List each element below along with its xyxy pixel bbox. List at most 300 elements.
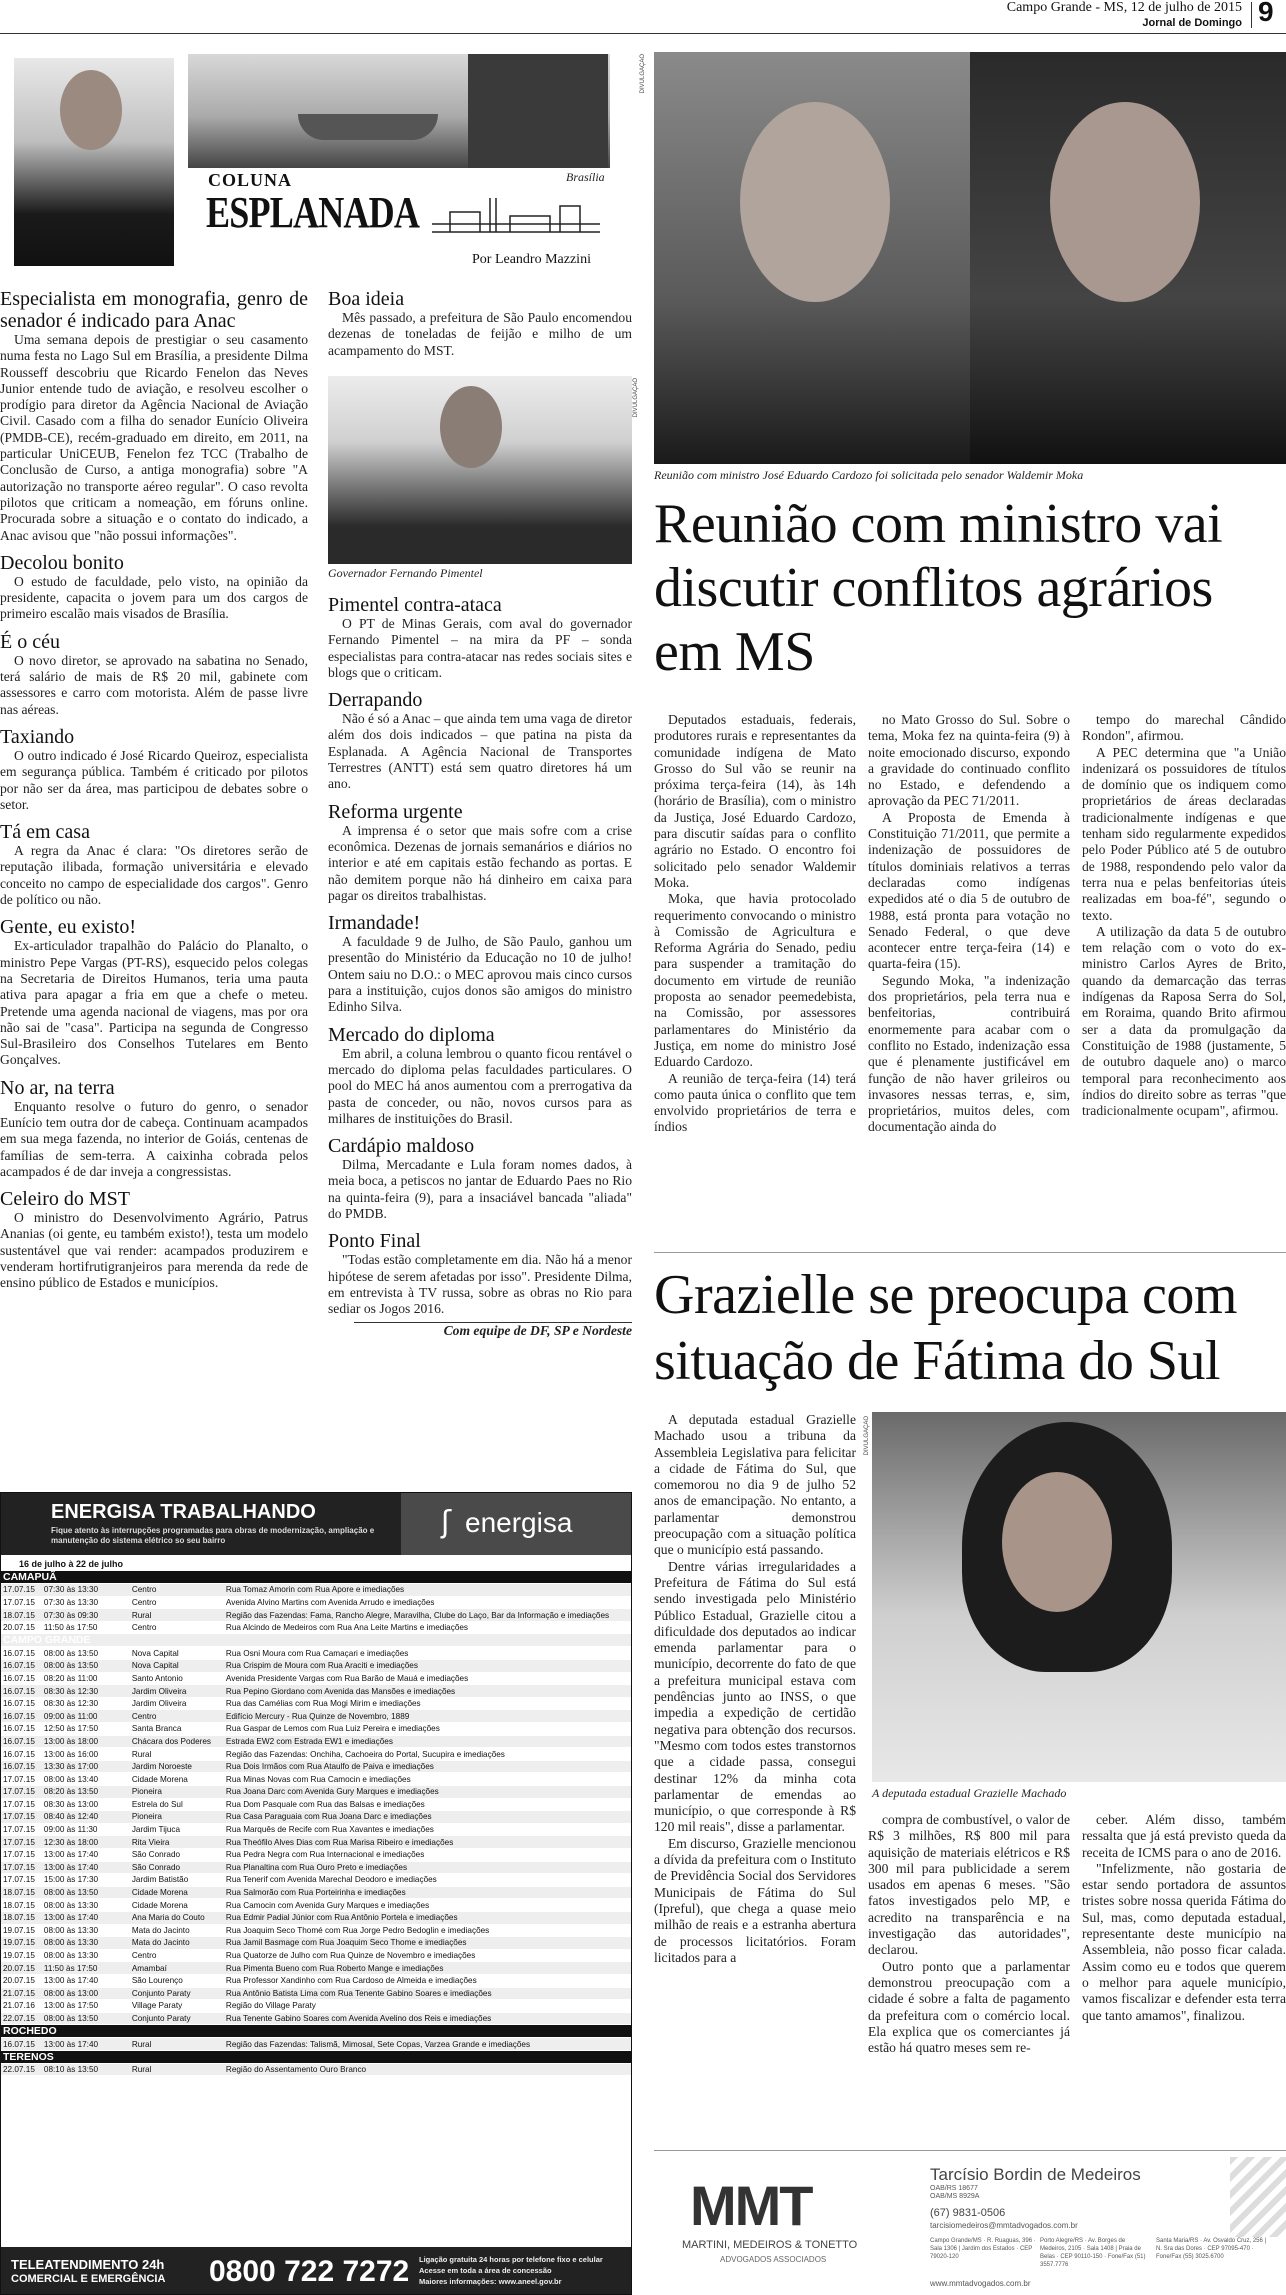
date-cell: 17.07.15 [1,1836,42,1849]
footer-note-1: Ligação gratuita 24 horas por telefone fixo e celular [419,2255,603,2264]
table-row [1,2063,632,2076]
district-cell: Mata do Jacinto [130,1937,224,1950]
date-cell: 22.07.15 [1,2063,42,2076]
ministers-photo [654,52,1286,464]
paragraph: Moka, que havia protocolado requerimento convocando o ministro à Comissão de Agricultura e Reforma Agrária do Senado, pediu para suspender a tramitação do documento em virtude de reunião proposta ao senador peemedebista, na Comissão, por assessores parlamentares do Ministério da Justiça, em nome do ministro José Eduardo Cardozo. [654,891,856,1070]
district-cell: Centro [130,1596,224,1609]
date-cell: 16.07.15 [1,1697,42,1710]
story-divider [654,1252,1286,1253]
energisa-swoosh-icon: ʃ [441,1505,452,1540]
article-body: Dilma, Mercadante e Lula foram nomes dados, à meia boca, a petiscos no jantar de Eduardo Paes no Rio na quinta-feira (9), para a insaciável bancada "aliada" do PMDB. [328,1157,632,1222]
time-cell: 12:50 às 17:50 [42,1723,130,1736]
mmt-address-1: Campo Grande/MS · R. Ruaguas, 396 · Sala 1306 | Jardim dos Estados · CEP 79020-120 [930,2238,1036,2260]
table-row [1,1987,632,2000]
district-cell: Cidade Morena [130,1773,224,1786]
article-title: Taxiando [0,725,75,748]
dateline: Campo Grande - MS, 12 de julho de 2015 [1006,0,1242,15]
district-cell: Jardim Tijuca [130,1823,224,1836]
footer-note-3: Maiores informações: www.aneel.gov.br [419,2277,562,2286]
story1-col-3 [1082,712,1286,1119]
date-cell: 17.07.15 [1,1848,42,1861]
mmt-address-2: Porto Alegre/RS · Av. Borges de Medeiros, 2105 · Sala 1408 | Praia de Belas · CEP 90110-150 · Fone/Fax (51) 3557.7776 [1040,2238,1146,2268]
paragraph: compra de combustível, o valor de R$ 3 milhões, R$ 800 mil para aquisição de materiais elétricos e R$ 300 mil para publicidade a serem usados em apenas 6 meses. "São fatos investigados pelo MP, e acredito na transparência e na investigação das autoridades", declarou. [868,1812,1070,1958]
location-cell: Rua Casa Paraguaia com Rua Joana Darc e imediações [224,1811,632,1824]
footer-label-1: TELEATENDIMENTO 24h [11,2257,165,2272]
paragraph: A Proposta de Emenda à Constituição 71/2011, que permite a indenização de possuidores de títulos dominiais relativos a terras declaradas como indígenas expedidos até o dia 5 de outubro de 1988, está pronta para votação no Senado Federal, o que deve acontecer entre terça-feira (14) e quarta-feira (15). [868,809,1070,972]
section-name: ROCHEDO [1,2025,632,2038]
district-cell: Nova Capital [130,1660,224,1673]
district-cell: Centro [130,1710,224,1723]
column-right-text [328,594,632,1339]
date-cell: 16.07.15 [1,1748,42,1761]
table-row [1,1974,632,1987]
page-number-divider [1251,2,1252,28]
district-cell: Village Paraty [130,2000,224,2013]
column-right-top [328,288,632,359]
paragraph: A PEC determina que "a União indenizará os possuidores de títulos de domínio que os indiquem como proprietários de áreas declaradas tradicionalmente indígenas e que tenham sido regularmente expedidos pelo Poder Público até 5 de outubro de 1988, respondendo pelo valor da terra nua e pelas benfeitorias úteis realizadas em boa-fé", segundo o texto. [1082,744,1286,923]
table-row [1,1621,632,1634]
district-cell: Pioneira [130,1811,224,1824]
energisa-period: 16 de julho à 22 de julho [19,1559,124,1569]
column-name: ESPLANADA [206,188,420,237]
energisa-subtitle: Fique atento às interrupções programadas para obras de modernização, ampliação e manutenção do sistema elétrico so seu bairro [51,1526,375,1545]
mmt-ad [654,2150,1286,2295]
date-cell: 16.07.15 [1,1685,42,1698]
paragraph: Deputados estaduais, federais, produtores rurais e representantes da comunidade indígena de Mato Grosso do Sul vão se reunir na próxima terça-feira (14), às 14h (horário de Brasília), com o ministro da Justiça, José Eduardo Cardozo, para discutir saídas para o conflito agrário no Estado. O encontro foi solicitado pelo senador Waldemir Moka. [654,712,856,890]
location-cell: Rua Planaltina com Rua Ouro Preto e imediações [224,1861,632,1874]
location-cell: Rua Professor Xandinho com Rua Cardoso de Almeida e imediações [224,1974,632,1987]
article-title: É o céu [0,630,60,653]
location-cell: Rua Edmir Padial Júnior com Rua Antônio Portela e imediações [224,1911,632,1924]
time-cell: 13:00 às 17:40 [42,1974,130,1987]
table-row [1,1710,632,1723]
article-title: Mercado do diploma [328,1023,495,1046]
location-cell: Rua Antônio Batista Lima com Rua Tenente Gabino Soares e imediações [224,1987,632,2000]
date-cell: 19.07.15 [1,1937,42,1950]
date-cell: 16.07.15 [1,1735,42,1748]
time-cell: 13:00 às 17:40 [42,1848,130,1861]
minister-left-photo [654,52,970,464]
minister-right-head [1050,102,1200,302]
building-silhouette [468,54,608,168]
article-title: Celeiro do MST [0,1188,130,1211]
location-cell: Edifício Mercury - Rua Quinze de Novembro, 1889 [224,1710,632,1723]
location-cell: Avenida Alvino Martins com Avenida Arrudo e imediações [224,1596,632,1609]
columnist-head [60,70,122,150]
date-cell: 17.07.15 [1,1811,42,1824]
date-cell: 17.07.15 [1,1773,42,1786]
schedule-table [1,1571,632,2076]
time-cell: 08:30 às 13:00 [42,1798,130,1811]
article-title: Derrapando [328,689,423,712]
table-row [1,1697,632,1710]
signoff: Com equipe de DF, SP e Nordeste [443,1322,632,1338]
date-cell: 16.07.15 [1,1723,42,1736]
date-cell: 16.07.15 [1,1647,42,1660]
energisa-title: ENERGISA TRABALHANDO [51,1501,316,1523]
table-row [1,1647,632,1660]
time-cell: 11:50 às 17:50 [42,1621,130,1634]
photo-credit: DIVULGAÇÃO [633,378,639,418]
date-cell: 16.07.15 [1,1660,42,1673]
brasilia-skyline-photo [188,54,610,168]
paragraph: A deputada estadual Grazielle Machado usou a tribuna da Assembleia Legislativa para felicitar a cidade de Fátima do Sul, que comemorou no dia 9 de julho 52 anos de emancipação. No entanto, a parlamentar demonstrou preocupação com a situação política que o município está passando. [654,1412,856,1558]
schedule-section-header [1,2025,632,2038]
story1-col-2 [868,712,1070,1136]
date-cell: 16.07.15 [1,1760,42,1773]
pimentel-photo [328,376,632,564]
schedule-section-header [1,1571,632,1584]
story1-headline: Reunião com ministro vai discutir conflitos agrários em MS [654,493,1223,683]
mmt-logo-letters: MMT [690,2174,812,2237]
paragraph: Em discurso, Grazielle mencionou a dívida da prefeitura com o Instituto de Previdência Social dos Servidores Municipais de Fátima do Sul (Ipreful), que chega a quase meio milhão de reais e a estranha abertura de processos licitatórios. Foram licitados para a [654,1835,856,1965]
date-cell: 17.07.15 [1,1861,42,1874]
location-cell: Rua Quatorze de Julho com Rua Quinze de Novembro e imediações [224,1949,632,1962]
table-row [1,1962,632,1975]
time-cell: 08:20 às 13:50 [42,1786,130,1799]
paragraph: no Mato Grosso do Sul. Sobre o tema, Moka fez na quinta-feira (9) à noite emocionado discurso, expondo a gravidade do continuado conflito no Estado, e defendendo a aprovação da PEC 71/2011. [868,712,1070,809]
location-cell: Região do Assentamento Ouro Branco [224,2063,632,2076]
energisa-banner [1,1493,632,1555]
article-body: A regra da Anac é clara: "Os diretores serão de reputação ilibada, formação universitária e elevado conceito no campo de especialidade dos cargos". Genro de político ou não. [0,843,308,908]
date-cell: 18.07.15 [1,1899,42,1912]
paragraph: A reunião de terça-feira (14) terá como pauta única o conflito que tem envolvido proprietários de terra e índios [654,1070,856,1135]
time-cell: 08:30 às 12:30 [42,1697,130,1710]
article-body: "Todas estão completamente em dia. Não há a menor hipótese de serem afetadas por isso". Presidente Dilma, em entrevista à TV russa, sobre as obras no Rio para sediar os Jogos 2016. [328,1252,632,1317]
location-cell: Rua Dois Irmãos com Rua Ataulfo de Paiva e imediações [224,1760,632,1773]
date-cell: 20.07.15 [1,1962,42,1975]
district-cell: Pioneira [130,1786,224,1799]
energisa-logo: energisa [465,1507,573,1538]
time-cell: 09:00 às 11:00 [42,1710,130,1723]
district-cell: Amambaí [130,1962,224,1975]
column-place: Brasília [566,170,605,184]
mmt-name: Tarcísio Bordin de Medeiros [930,2165,1141,2184]
time-cell: 08:30 às 12:30 [42,1685,130,1698]
location-cell: Região das Fazendas: Fama, Rancho Alegre, Maravilha, Clube do Laço, Bar da Informação e imediações [224,1609,632,1622]
mmt-sub: ADVOGADOS ASSOCIADOS [720,2255,827,2264]
time-cell: 08:00 às 13:00 [42,1987,130,2000]
time-cell: 08:20 às 11:00 [42,1672,130,1685]
mmt-phone: (67) 9831-0506 [930,2207,1006,2219]
district-cell: Conjunto Paraty [130,1987,224,2000]
time-cell: 08:10 às 13:50 [42,2063,130,2076]
article-title: Irmandade! [328,912,421,935]
location-cell: Rua das Camélias com Rua Mogi Mirim e imediações [224,1697,632,1710]
table-row [1,1836,632,1849]
column-left-text [0,288,308,1292]
article-title: Especialista em monografia, genro de senador é indicado para Anac [0,288,308,332]
paragraph: Dentre várias irregularidades a Prefeitura de Fátima do Sul está sendo investigada pelo Ministério Público Estadual, Grazielle citou a dificuldade dos deputados ao indicar emenda parlamentar para o município, decorrente do fato de que a prefeitura municipal estava com pendências junto ao INSS, o que impedia a expedição de certidão negativa para obtenção dos recursos. "Mesmo com todos estes transtornos que a cidade passa, consegui destinar 12% da minha cota parlamentar de emendas ao município, o que corresponde à R$ 120 mil reais", disse a parlamentar. [654,1558,856,1835]
table-row [1,1798,632,1811]
location-cell: Rua Gaspar de Lemos com Rua Luiz Pereira e imediações [224,1723,632,1736]
time-cell: 13:00 às 16:00 [42,1748,130,1761]
district-cell: Mata do Jacinto [130,1924,224,1937]
page-header [0,0,1286,34]
mmt-oab-2: OAB/MS 8929A [930,2193,980,2200]
mmt-address-3: Santa Maria/RS · Av. Osvaldo Cruz, 256 | N. Sra das Dores · CEP 97095-470 · Fone/Fax (55) 3025.6700 [1156,2238,1267,2260]
article-title: Boa ideia [328,288,405,310]
date-cell: 17.07.15 [1,1584,42,1597]
district-cell: Santo Antonio [130,1672,224,1685]
time-cell: 13:00 às 18:00 [42,1735,130,1748]
time-cell: 08:00 às 13:40 [42,1773,130,1786]
paragraph: Outro ponto que a parlamentar demonstrou preocupação com a cidade é sobre a falta de pagamento da prefeitura com o comércio local. Ela explica que os comerciantes já estão há quatro meses sem re- [868,1958,1070,2056]
grazielle-caption: A deputada estadual Grazielle Machado [872,1786,1067,1800]
time-cell: 15:00 às 17:30 [42,1874,130,1887]
table-row [1,1760,632,1773]
date-cell: 19.07.15 [1,1924,42,1937]
time-cell: 08:00 às 13:50 [42,2012,130,2025]
district-cell: Rural [130,1609,224,1622]
district-cell: Jardim Oliveira [130,1685,224,1698]
district-cell: Rural [130,1748,224,1761]
paragraph: "Infelizmente, não gostaria de estar sendo portadora de assuntos tristes sobre nossa querida Fátima do Sul, mas, como deputada estadual, representante deste município na Assembleia, não posso ficar calada. Assim como eu e todos que querem o melhor para aquele município, vamos fiscalizar e defender esta terra que tanto amamos", finalizou. [1082,1860,1286,2023]
location-cell: Rua Tomaz Amorin com Rua Apore e imediações [224,1584,632,1597]
mmt-decor-stripes [1230,2157,1286,2237]
article-body: O estudo de faculdade, pelo visto, na opinião da presidente, capacita o jovem para um dos cargos de primeiro escalão mais visados de Brasília. [0,573,308,622]
time-cell: 08:00 às 13:30 [42,1937,130,1950]
district-cell: São Conrado [130,1848,224,1861]
district-cell: Centro [130,1949,224,1962]
paper-name: Jornal de Domingo [1142,17,1242,29]
district-cell: Rita Vieira [130,1836,224,1849]
story2-col-3 [1082,1812,1286,2024]
location-cell: Rua Alcindo de Medeiros com Rua Ana Leite Martins e imediações [224,1621,632,1634]
photo-credit: DIVULGAÇÃO [864,1416,870,1456]
article-body: Em abril, a coluna lembrou o quanto ficou rentável o mercado do diploma pelas faculdades particulares. O pool do MEC há anos aumentou com a prerrogativa da pasta de conceder, ou não, novos cursos para as milhares de instituições do Brasil. [328,1045,632,1126]
date-cell: 18.07.15 [1,1886,42,1899]
article-title: Ponto Final [328,1230,421,1253]
date-cell: 16.07.15 [1,1672,42,1685]
time-cell: 13:00 às 17:40 [42,1911,130,1924]
column-byline: Por Leandro Mazzini [472,252,591,267]
date-cell: 16.07.15 [1,1710,42,1723]
location-cell: Rua Tenerif com Avenida Marechal Deodoro e imediações [224,1874,632,1887]
table-row [1,1949,632,1962]
location-cell: Rua Salmorão com Rua Porteirinha e imediações [224,1886,632,1899]
time-cell: 08:00 às 13:30 [42,1899,130,1912]
article-title: Pimentel contra-ataca [328,594,502,616]
story1-caption: Reunião com ministro José Eduardo Cardozo foi solicitada pelo senador Waldemir Moka [654,468,1084,482]
article-body: O outro indicado é José Ricardo Queiroz, especialista em segurança pública. Também é criticado por pilotos por não ser da área, mas participou de debates sobre o setor. [0,747,308,812]
location-cell: Região do Village Paraty [224,2000,632,2013]
schedule-section-header [1,2050,632,2063]
time-cell: 08:00 às 13:50 [42,1660,130,1673]
table-row [1,1899,632,1912]
article-title: Decolou bonito [0,551,124,574]
article-body: A faculdade 9 de Julho, de São Paulo, ganhou um presentão do Ministério da Educação no 10 de julho! Ontem saiu no D.O.: o MEC aprovou mais cinco cursos para a instituição, cujos donos são amigos do ministro Edinho Silva. [328,934,632,1015]
mmt-oab-1: OAB/RS 18677 [930,2185,978,2192]
article-body: Não é só a Anac – que ainda tem uma vaga de diretor além dos dois indicados – que patina na pista da Esplanada. A Agência Nacional de Transportes Terrestres (ANTT) está sem quatro diretores há um ano. [328,711,632,792]
article-body: Mês passado, a prefeitura de São Paulo encomendou dezenas de toneladas de feijão e milho de um acampamento do MST. [328,310,632,358]
district-cell: Cidade Morena [130,1899,224,1912]
story1-col-1 [654,712,856,1136]
energisa-footer [1,2247,632,2295]
date-cell: 17.07.15 [1,1798,42,1811]
location-cell: Rua Pimenta Bueno com Rua Roberto Mange e imediações [224,1962,632,1975]
photo-credit: DIVULGAÇÃO [640,54,646,94]
planalto-line-art [430,192,602,236]
time-cell: 12:30 às 18:00 [42,1836,130,1849]
location-cell: Avenida Presidente Vargas com Rua Barão de Mauá e imediações [224,1672,632,1685]
time-cell: 08:00 às 13:50 [42,1886,130,1899]
table-row [1,1596,632,1609]
date-cell: 21.07.15 [1,1987,42,2000]
minister-right-photo [970,52,1286,464]
date-cell: 18.07.15 [1,1609,42,1622]
story2-col-1 [654,1412,856,1966]
article-body: O novo diretor, se aprovado na sabatina no Senado, terá salário de mais de R$ 20 mil, gabinete com assessores e carro com motorista. Além de passe livre nas aéreas. [0,652,308,717]
district-cell: Centro [130,1621,224,1634]
columnist-photo [14,58,174,266]
location-cell: Rua Tenente Gabino Soares com Avenida Avelino dos Reis e imediações [224,2012,632,2025]
table-row [1,1886,632,1899]
location-cell: Estrada EW2 com Estrada EW1 e imediações [224,1735,632,1748]
district-cell: Santa Branca [130,1723,224,1736]
time-cell: 07:30 às 09:30 [42,1609,130,1622]
district-cell: Nova Capital [130,1647,224,1660]
district-cell: São Conrado [130,1861,224,1874]
column-kicker: COLUNA [208,170,293,190]
location-cell: Rua Pedra Negra com Rua Internacional e imediações [224,1848,632,1861]
time-cell: 11:50 às 17:50 [42,1962,130,1975]
district-cell: Jardim Batistão [130,1874,224,1887]
story2-col-2 [868,1812,1070,2056]
section-name: CAMPO GRANDE [1,1634,632,1647]
date-cell: 16.07.15 [1,2038,42,2051]
location-cell: Região das Fazendas: Onchiha, Cachoeira do Portal, Sucupira e imediações [224,1748,632,1761]
district-cell: Rural [130,2038,224,2051]
location-cell: Rua Pepino Giordano com Avenida das Mansões e imediações [224,1685,632,1698]
time-cell: 13:00 às 17:50 [42,2000,130,2013]
table-row [1,1937,632,1950]
time-cell: 09:00 às 11:30 [42,1823,130,1836]
table-row [1,1685,632,1698]
table-row [1,1811,632,1824]
date-cell: 17.07.15 [1,1786,42,1799]
energisa-logo-box [401,1493,632,1555]
date-cell: 21.07.16 [1,2000,42,2013]
date-cell: 20.07.15 [1,1974,42,1987]
time-cell: 13:30 às 17:00 [42,1760,130,1773]
location-cell: Rua Joaquim Seco Thomé com Rua Jorge Pedro Bedoglin e imediações [224,1924,632,1937]
table-row [1,1861,632,1874]
district-cell: Estrela do Sul [130,1798,224,1811]
table-row [1,1723,632,1736]
section-name: TERENOS [1,2050,632,2063]
schedule-section-header [1,1634,632,1647]
paragraph: tempo do marechal Cândido Rondon", afirmou. [1082,712,1286,744]
pimentel-caption: Governador Fernando Pimentel [328,566,483,580]
story2-headline: Grazielle se preocupa com situação de Fátima do Sul [654,1264,1237,1392]
date-cell: 19.07.15 [1,1949,42,1962]
district-cell: Jardim Noroeste [130,1760,224,1773]
page-number: 9 [1258,0,1274,27]
table-row [1,2038,632,2051]
time-cell: 07:30 às 13:30 [42,1584,130,1597]
article-body: O PT de Minas Gerais, com aval do governador Fernando Pimentel – na mira da PF – sonda especialistas para contra-atacar nas redes sociais sites e blogs que o criticam. [328,616,632,680]
location-cell: Rua Osni Moura com Rua Camaçari e imediações [224,1647,632,1660]
footer-label-2: COMERCIAL E EMERGÊNCIA [11,2273,166,2285]
location-cell: Rua Theófilo Alves Dias com Rua Marisa Ribeiro e imediações [224,1836,632,1849]
table-row [1,1584,632,1597]
table-row [1,1911,632,1924]
district-cell: Ana Maria do Couto [130,1911,224,1924]
table-row [1,1874,632,1887]
article-title: Tá em casa [0,821,90,844]
paragraph: A utilização da data 5 de outubro tem relação com o voto do ex-ministro Carlos Ayres de Brito, quando da demarcação das terras indígenas da Raposa Serra do Sol, em Roraima, quando Brito afirmou ser a data da promulgação da Constituição de 1988 (justamente, 5 de outubro daquele ano) o marco temporal para reconhecimento aos índios do direito sobre as terras "que tradicionalmente ocupam", afirmou. [1082,923,1286,1119]
date-cell: 17.07.15 [1,1823,42,1836]
table-row [1,2012,632,2025]
article-title: Gente, eu existo! [0,916,137,939]
section-name: CAMAPUÃ [1,1571,632,1584]
table-row [1,1823,632,1836]
location-cell: Região das Fazendas: Talismã, Mimosal, Sete Copas, Varzea Grande e imediações [224,2038,632,2051]
mmt-site[interactable]: www.mmtadvogados.com.br [930,2279,1031,2288]
grazielle-face [1002,1472,1112,1612]
district-cell: Centro [130,1584,224,1597]
mmt-firm: MARTINI, MEDEIROS & TONETTO [682,2239,858,2251]
article-title: No ar, na terra [0,1076,115,1099]
district-cell: Conjunto Paraty [130,2012,224,2025]
district-cell: Cidade Morena [130,1886,224,1899]
mmt-email[interactable]: tarcisiomedeiros@mmtadvogados.com.br [930,2221,1078,2230]
energisa-phone[interactable]: 0800 722 7272 [209,2255,410,2288]
table-row [1,1773,632,1786]
table-row [1,1660,632,1673]
grazielle-photo [872,1412,1286,1782]
date-cell: 18.07.15 [1,1911,42,1924]
district-cell: Rural [130,2063,224,2076]
location-cell: Rua Camocin com Avenida Gury Marques e imediações [224,1899,632,1912]
location-cell: Rua Dom Pasquale com Rua das Balsas e imediações [224,1798,632,1811]
table-row [1,1609,632,1622]
footer-note-2: Acesse em toda a área de concessão [419,2266,552,2275]
location-cell: Rua Jamil Basmage com Rua Joaquim Seco Thome e imediações [224,1937,632,1950]
district-cell: São Lourenço [130,1974,224,1987]
article-body: Uma semana depois de prestigiar o seu casamento numa festa no Lago Sul em Brasília, a presidente Dilma Rousseff descobriu que Ricardo Fenelon das Neves Junior entende tudo de aviação, e resolveu escolher o prodígio para diretor da Agência Nacional de Aviação Civil. Casado com a filha do senador Eunício Oliveira (PMDB-CE), recém-graduado em direito, em 2011, na particular UniCEUB, Fenelon fez TCC (Trabalho de Conclusão de Curso, a antiga monografia) sobre "A autorização no transporte aéreo regular". O caso revolta pilotos que criticam a nomeação, em fóruns online. Procurada sobre a situação e o contato do indicado, a Anac avisou que "não possui informações". [0,332,308,543]
paragraph: Segundo Moka, "a indenização dos proprietários, pela terra nua e benfeitorias, contribuirá enormemente para acabar com o conflito no Estado, indenização essa que é plenamente justificável em função de não haver grileiros ou invasores nessas terras, e, sim, proprietários, muitos deles, com documentação ainda do [868,972,1070,1135]
date-cell: 17.07.15 [1,1596,42,1609]
time-cell: 08:40 às 12:40 [42,1811,130,1824]
energisa-schedule [1,1571,632,2227]
table-row [1,1735,632,1748]
table-row [1,2000,632,2013]
energisa-ad [0,1492,632,2295]
article-title: Reforma urgente [328,800,463,823]
location-cell: Rua Minas Novas com Rua Camocin e imediações [224,1773,632,1786]
minister-left-head [740,102,890,302]
pimentel-head [440,386,502,468]
article-body: A imprensa é o setor que mais sofre com a crise econômica. Dezenas de jornais semanários e diários no interior e até em capitais estão fechando as portas. E não demitem porque não há dinheiro em caixa para pagar os direitos trabalhistas. [328,822,632,903]
time-cell: 13:00 às 17:40 [42,2038,130,2051]
time-cell: 08:00 às 13:30 [42,1924,130,1937]
article-body: O ministro do Desenvolvimento Agrário, Patrus Ananias (oi gente, eu também existo!), testa um modelo sustentável que vai render: acampados produzirem e venderam hortifrutigranjeiros para merenda da rede de ensino público de Estados e municípios. [0,1210,308,1291]
article-title: Cardápio maldoso [328,1135,475,1158]
date-cell: 22.07.15 [1,2012,42,2025]
district-cell: Chácara dos Poderes [130,1735,224,1748]
dome-silhouette [298,114,438,140]
date-cell: 20.07.15 [1,1621,42,1634]
paragraph: ceber. Além disso, também ressalta que já está previsto queda da receita de ICMS para o ano de 2016. [1082,1812,1286,1860]
table-row [1,1672,632,1685]
table-row [1,1848,632,1861]
article-body: Enquanto resolve o futuro do genro, o senador Eunício tem outra dor de cabeça. Continuam acampados em sua mega fazenda, no interior de Goiás, centenas de famílias de sem-terra. A caixinha cobrada pelos acampados é de dar inveja a congressistas. [0,1098,308,1179]
table-row [1,1924,632,1937]
location-cell: Rua Joana Darc com Avenida Gury Marques e imediações [224,1786,632,1799]
district-cell: Jardim Oliveira [130,1697,224,1710]
